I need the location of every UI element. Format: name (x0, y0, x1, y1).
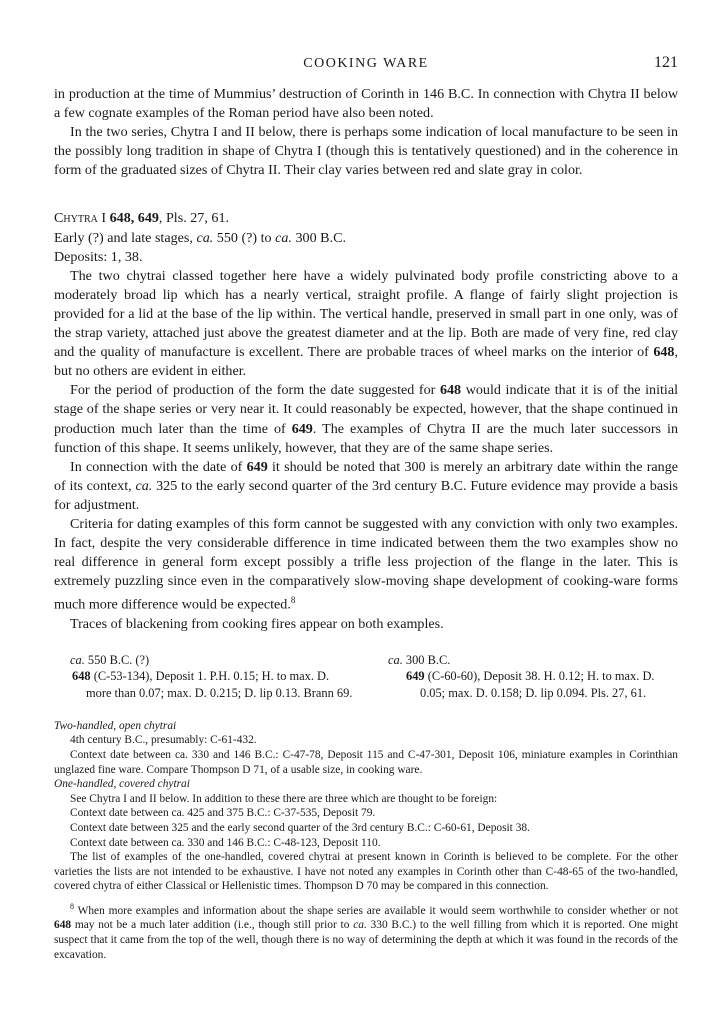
footnote-8: $^8$ When more examples and information about the shape series are available it would seem worthwhile to consider whether or not 648 may not be a much later addition (i.e., though still prior to ca. 330 B.C.) to the well filling from which it is reported. One might suspect that it came from the top of the well, though there is no way of determining the depth at which it was found in the records of the excavation. (54, 901, 679, 961)
section-paragraph-3: In connection with the date of 649 it should be noted that 300 is merely an arbitrary date within the range of its context, ca. 325 to the early second quarter of the 3rd century B.C. Future evidence may provide a basis for adjustment. (54, 458, 679, 513)
footnote-marker: 8 (70, 901, 74, 911)
intro-paragraph-1: in production at the time of Mummius’ destruction of Corinth in 146 B.C. In connection with Chytra II below a few cognate examples of the Roman period have also been noted. (54, 86, 678, 122)
section-heading-label: Chytra I (54, 210, 107, 227)
catalogue-number: 648 (72, 669, 91, 684)
footnote-ref[interactable]: 8 (290, 595, 296, 606)
catalogue-date: ca. 550 B.C. (?) (70, 653, 150, 668)
running-head (54, 48, 678, 76)
catalogue-number: 649 (406, 669, 425, 684)
section-paragraph-1: The two chytrai classed together here have a widely pulvinated body profile constricting above to a moderately broad lip which has a nearly vertical, straight profile. A flange of fairly slight projection is provided for a lid at the base of the lip within. The vertical handle, preserved in small part in one only, was of the strap variety, attached just above the greatest diameter and at the lip. Both are made of very fine, red clay and the quality of manufacture is excellent. There are probable traces of wheel marks on the interior of 648, but no others are evident in either. (54, 267, 678, 380)
page (54, 48, 678, 962)
section-paragraph-2: For the period of production of the form the date suggested for 648 would indicate that it is of the initial stage of the shape series or very near it. It could reasonably be expected, however, that the shape continued in production much later than the time of 649. The examples of Chytra II are the much later successors in function of this shape. It seems unlikely, however, that they are of the same shape series. (54, 382, 678, 456)
intro-paragraph-2: In the two series, Chytra I and II below, there is perhaps some indication of local manufacture to be seen in the possibly long tradition in shape of Chytra I (though this is tentatively questioned) and in the coherence in form of the graduated sizes of Chytra II. Their clay varies between red and slate gray in color. (54, 124, 678, 179)
section-heading (54, 209, 678, 228)
running-head-title: COOKING WARE (303, 56, 429, 71)
other-varieties: Two-handled, open chytrai 4th century B.C., presumably: C-61-432. Context date between ca. 330 and 146 B.C.: C-47-78, Deposit 115 and C-47-301, Deposit 106, miniature examples in Corinthian unglazed fine ware. Compare Thompson D 71, of a usable size, in cooking ware. One-handled, covered chytrai See Chytra I and II below. In addition to these there are three which are thought to be foreign: Context date between ca. 425 and 375 B.C.: C-37-535, Deposit 79. Context date between 325 and the early second quarter of the 3rd century B.C.: C-60-61, Deposit 38. Context date between ca. 330 and 146 B.C.: C-48-123, Deposit 110. The list of examples of the one-handled, covered chytrai at present known in Corinth is believed to be complete. For the other varieties the lists are not intended to be exhaustive. I have not noted any examples in Corinth other than C-48-65 of the two-handled, covered chytra of either Classical or Hellenistic times. Thompson D 70 may be compared in this connection. (54, 719, 678, 893)
variety-heading-one-handled: One-handled, covered chytrai (54, 778, 190, 791)
section-stages: Early (?) and late stages, ca. 550 (?) to ca. 300 B.C. (54, 229, 346, 246)
section-deposits: Deposits: 1, 38. (54, 248, 143, 265)
section-heading-plates: , Pls. 27, 61. (158, 210, 230, 227)
catalogue-entry-648: ca. 550 B.C. (?) 648 (C-53-134), Deposit 1. P.H. 0.15; H. to max. D. more than 0.07; max. D. 0.215; D. lip 0.13. Brann 69. (54, 652, 356, 701)
section-paragraph-5: Traces of blackening from cooking fires appear on both examples. (70, 616, 444, 633)
section-paragraph-4: Criteria for dating examples of this form cannot be suggested with any conviction with only two examples. In fact, despite the very considerable difference in time indicated between them the two examples show no real difference in general form except possibly a trifle less projection of the flange in the later. This is extremely puzzling since even in the comparatively slow-moving shape development of cooking-ware forms much more difference would be expected.$^8$ (54, 515, 678, 614)
catalogue-date: ca. 300 B.C. (388, 653, 451, 668)
catalogue-entry-649: ca. 300 B.C. 649 (C-60-60), Deposit 38. H. 0.12; H. to max. D. 0.05; max. D. 0.158; D. lip 0.094. Pls. 27, 61. (388, 652, 678, 701)
variety-heading-two-handled: Two-handled, open chytrai (54, 719, 177, 732)
catalogue (54, 652, 678, 701)
section-heading-numbers: 648, 649 (109, 210, 159, 227)
page-number: 121 (654, 54, 678, 71)
